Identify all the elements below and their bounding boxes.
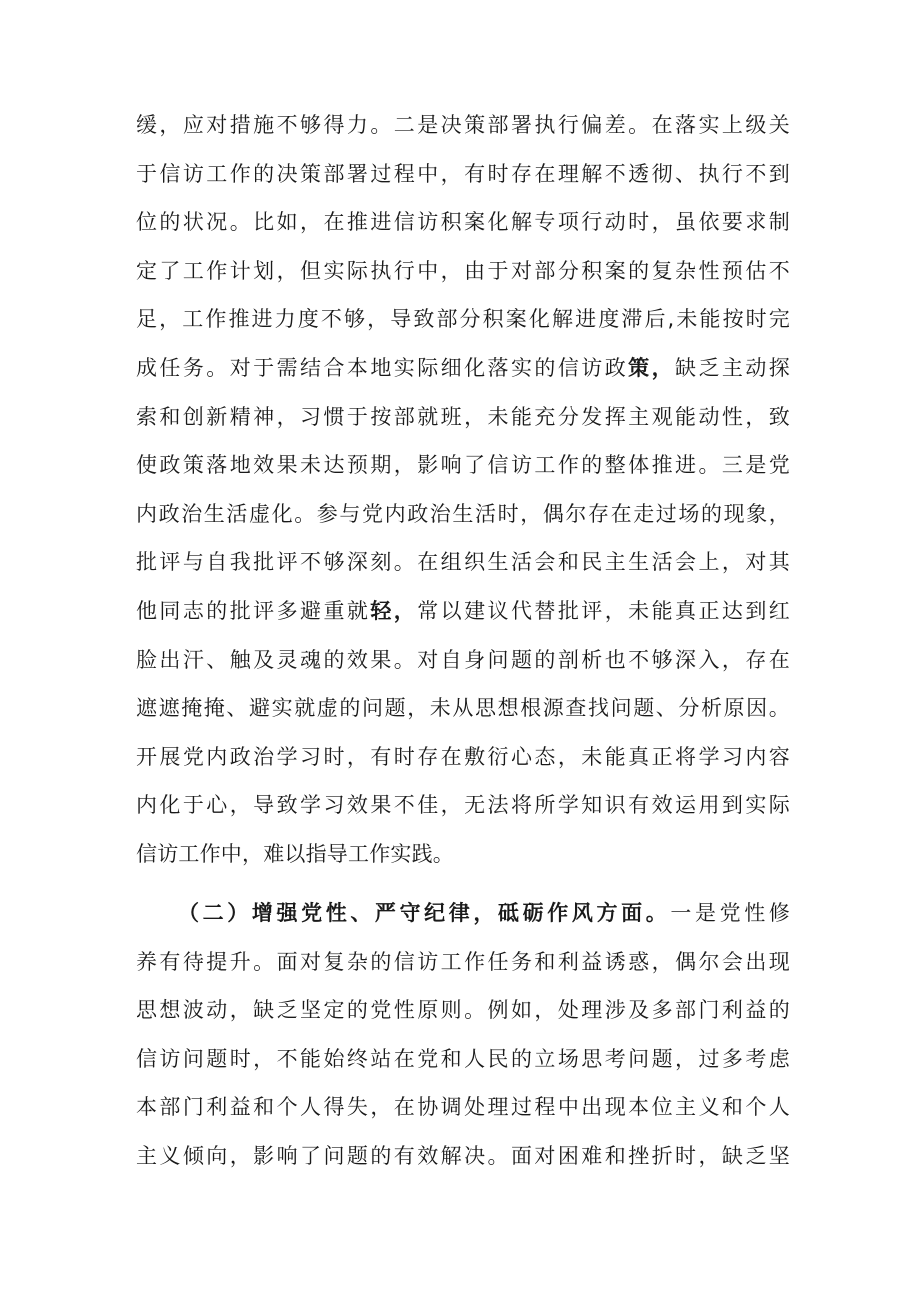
text-line	[136, 154, 790, 194]
text-line	[136, 737, 790, 777]
paragraph-2-text-start: 一是党性修	[670, 901, 791, 925]
text-line	[136, 785, 790, 825]
text-line: 思想波动，缺乏坚定的党性原则。例如，处理涉及多部门利益的	[136, 998, 790, 1023]
text-line	[136, 591, 790, 631]
text-segment: 缓，应对措施不够得力。二是决策部署执行偏差。在落实上级关	[136, 113, 790, 137]
text-segment: 缺乏主动探	[675, 356, 790, 380]
text-segment: 脸出汗、触及灵魂的效果。对自身问题的剖析也不够深入，存在	[136, 647, 790, 672]
text-segment: 于信访工作的决策部署过程中，有时存在理解不透彻、执行不到	[136, 161, 790, 186]
text-line	[136, 348, 790, 388]
text-segment: 足，工作推进力度不够，导致部分积案化解进度滞后,未能按时完	[136, 307, 790, 332]
text-line	[136, 640, 790, 680]
section-heading: （二）增强党性、严守纪律，砥砺作风方面。	[178, 901, 671, 925]
text-line	[136, 542, 790, 582]
text-line	[136, 834, 790, 874]
text-segment: 内政治生活虚化。参与党内政治生活时，偶尔存在走过场的现象，	[136, 501, 790, 526]
text-line: 本部门利益和个人得失，在协调处理过程中出现本位主义和个人	[136, 1095, 790, 1120]
bold-text: 轻，	[370, 599, 418, 623]
text-segment: 使政策落地效果未达预期，影响了信访工作的整体推进。三是党	[136, 453, 790, 478]
text-segment: 常以建议代替批评，未能真正达到红	[417, 599, 790, 623]
text-segment: 遮遮掩掩、避实就虚的问题，未从思想根源查找问题、分析原因。	[136, 696, 790, 721]
text-line	[136, 688, 790, 728]
text-line: 信访问题时，不能始终站在党和人民的立场思考问题，过多考虑	[136, 1046, 790, 1071]
text-segment: 他同志的批评多避重就	[136, 599, 371, 623]
text-line	[136, 397, 790, 437]
text-line	[136, 445, 790, 485]
text-segment: 内化于心，导致学习效果不佳，无法将所学知识有效运用到实际	[136, 793, 790, 818]
text-line: 养有待提升。面对复杂的信访工作任务和利益诱惑，偶尔会出现	[136, 949, 790, 974]
text-segment: 批评与自我批评不够深刻。在组织生活会和民主生活会上，对其	[136, 550, 790, 575]
text-segment: 信访工作中，难以指导工作实践。	[136, 842, 454, 866]
text-line: 主义倾向，影响了问题的有效解决。面对困难和挫折时，缺乏坚	[136, 1144, 790, 1168]
paragraph-2-first-line	[178, 893, 790, 933]
text-segment: 定了工作计划，但实际执行中，由于对部分积案的复杂性预估不	[136, 258, 790, 283]
bold-text: 策，	[628, 356, 676, 380]
text-segment: 开展党内政治学习时，有时存在敷衍心态，未能真正将学习内容	[136, 744, 790, 769]
text-line	[136, 251, 790, 291]
text-segment: 索和创新精神，习惯于按部就班，未能充分发挥主观能动性，致	[136, 404, 790, 429]
text-line	[136, 202, 790, 242]
text-segment: 成任务。对于需结合本地实际细化落实的信访政	[136, 356, 629, 380]
text-line	[136, 299, 790, 339]
text-line	[136, 494, 790, 534]
text-line	[136, 105, 790, 145]
text-segment: 位的状况。比如，在推进信访积案化解专项行动时，虽依要求制	[136, 210, 790, 235]
